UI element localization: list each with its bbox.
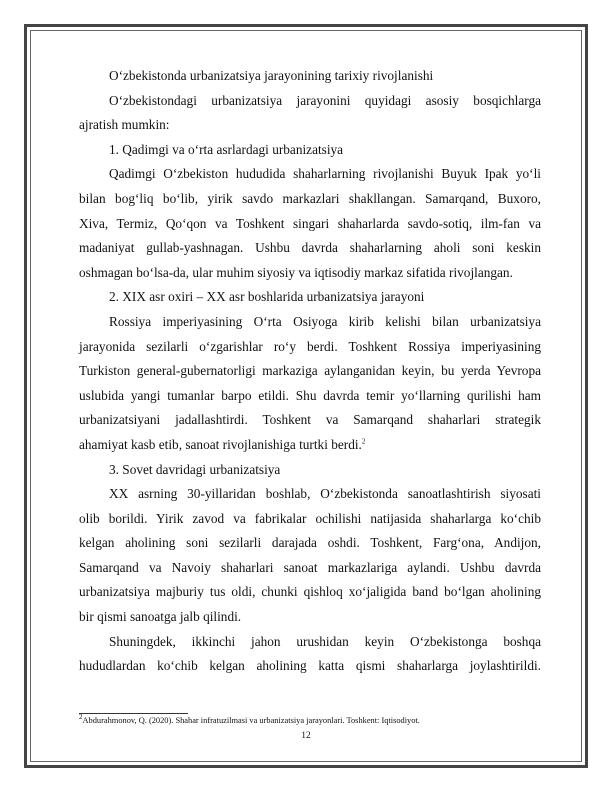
paragraph-line: bilan bog‘liq bo‘lib, yirik savdo markazlari shakllangan. Samarqand, Buxoro, <box>79 190 541 206</box>
page-number: 12 <box>301 731 311 741</box>
footnote-text: Abdurahmonov, Q. (2020). Shahar infratuzilmasi va urbanizatsiya jarayonlari. Toshkent: Iqtisodiyot. <box>82 716 420 725</box>
intro-line: ajratish mumkin: <box>79 117 170 133</box>
footnote-reference[interactable]: 2 <box>361 437 366 446</box>
footnote-separator <box>79 713 188 714</box>
subsection-title-3: 3. Sovet davridagi urbanizatsiya <box>109 461 281 477</box>
subsection-title-2: 2. XIX asr oxiri – XX asr boshlarida urbanizatsiya jarayoni <box>109 289 425 305</box>
paragraph-line: jarayonida sezilarli o‘zgarishlar ro‘y berdi. Toshkent Rossiya imperiyasining <box>79 338 541 354</box>
paragraph-line: oshmagan bo‘lsa-da, ular muhim siyosiy va iqtisodiy markaz sifatida rivojlangan. <box>79 264 513 280</box>
paragraph-line: madaniyat gullab-yashnagan. Ushbu davrda shaharlarning aholi soni keskin <box>79 240 541 256</box>
paragraph-line: XX asrning 30-yillaridan boshlab, O‘zbekistonda sanoatlashtirish siyosati <box>109 486 541 502</box>
paragraph-line: Rossiya imperiyasining O‘rta Osiyoga kirib kelishi bilan urbanizatsiya <box>109 313 541 329</box>
paragraph-line: hududlardan ko‘chib kelgan aholining katta qismi shaharlarga joylashtirildi. <box>79 658 541 674</box>
paragraph-line: Turkiston general-gubernatorligi markaziga aylanganidan keyin, bu yerda Yevropa <box>79 363 541 379</box>
paragraph-line: bir qismi sanoatga jalb qilindi. <box>79 609 242 625</box>
paragraph-text: ahamiyat kasb etib, sanoat rivojlanishiga turtki berdi. <box>79 436 362 452</box>
intro-line: O‘zbekistondagi urbanizatsiya jarayonini quyidagi asosiy bosqichlarga <box>109 92 541 108</box>
document-body <box>79 64 541 679</box>
paragraph-line: kelgan aholining soni sezilarli darajada oshdi. Toshkent, Farg‘ona, Andijon, <box>79 535 541 551</box>
footnote <box>79 713 420 725</box>
paragraph-line: urbanizatsiya majburiy tus oldi, chunki qishloq xo‘jaligida band bo‘lgan aholining <box>79 584 541 600</box>
footnote-marker: 2 <box>79 713 83 722</box>
paragraph-line: Samarqand va Navoiy shaharlari sanoat markazlariga aylandi. Ushbu davrda <box>79 559 541 575</box>
paragraph-line: Xiva, Termiz, Qo‘qon va Toshkent singari shaharlarda savdo-sotiq, ilm-fan va <box>79 215 541 231</box>
paragraph-line-with-footnote <box>79 433 541 458</box>
paragraph-line: urbanizatsiyani jadallashtirdi. Toshkent va Samarqand shaharlari strategik <box>79 412 541 428</box>
paragraph-line: uslubida yangi tumanlar barpo etildi. Shu davrda temir yo‘llarning qurilishi ham <box>79 387 541 403</box>
paragraph-line: Qadimgi O‘zbekiston hududida shaharlarning rivojlanishi Buyuk Ipak yo‘li <box>109 166 541 182</box>
subsection-title-1: 1. Qadimgi va o‘rta asrlardagi urbanizatsiya <box>109 141 344 157</box>
paragraph-line: olib borildi. Yirik zavod va fabrikalar ochilishi natijasida shaharlarga ko‘chib <box>79 510 541 526</box>
section-heading: O‘zbekistonda urbanizatsiya jarayonining tarixiy rivojlanishi <box>109 68 434 83</box>
paragraph-line: Shuningdek, ikkinchi jahon urushidan keyin O‘zbekistonga boshqa <box>109 633 541 649</box>
